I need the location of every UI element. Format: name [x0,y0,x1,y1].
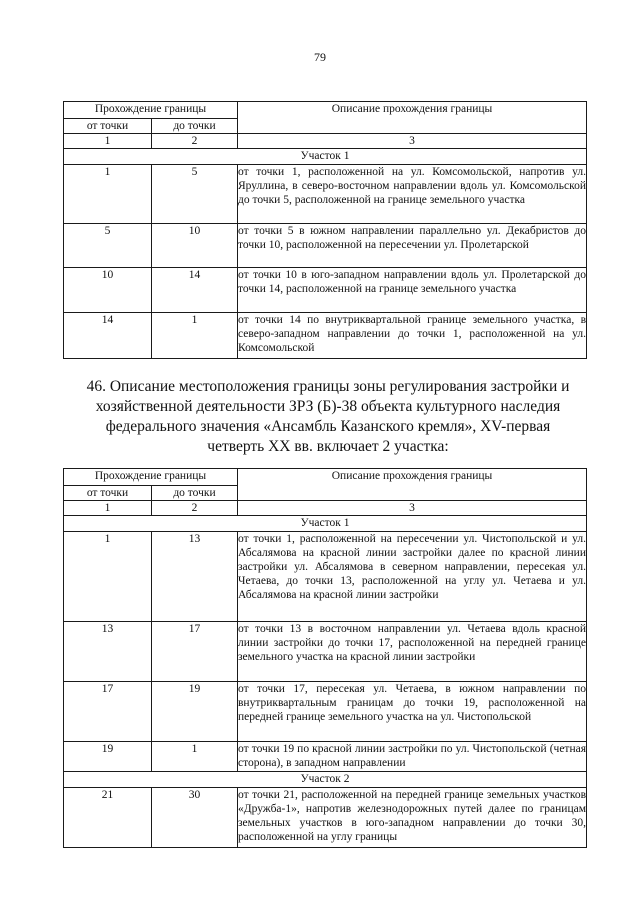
from-point-cell: 17 [64,682,152,742]
boundary-table-1 [63,101,587,359]
table-row [64,788,587,848]
header-boundary-passage: Прохождение границы [64,102,238,119]
description-cell: от точки 1, расположенной на ул. Комсомольской, напротив ул. Яруллина, в северо-восточном направлении вдоль ул. Комсомольской до точки 5, расположенной на границе земельного участка [238,165,587,224]
table-row [64,313,587,359]
header-from-point: от точки [64,119,152,134]
to-point-cell: 14 [152,268,238,313]
description-cell: от точки 10 в юго-западном направлении вдоль ул. Пролетарской до точки 14, расположенной на границе земельного участка [238,268,587,313]
description-cell: от точки 17, пересекая ул. Четаева, в южном направлении по внутриквартальным границам до точки 19, расположенной на передней границе земельного участка на ул. Чистопольской [238,682,587,742]
from-point-cell: 14 [64,313,152,359]
table-row [64,268,587,313]
header-to-point: до точки [152,486,238,501]
table-row [64,224,587,268]
header-boundary-passage: Прохождение границы [64,469,238,486]
header-description: Описание прохождения границы [238,102,587,134]
from-point-cell: 10 [64,268,152,313]
boundary-table-2 [63,468,587,848]
column-number: 1 [64,501,152,516]
section-46-heading [78,377,578,457]
header-from-point: от точки [64,486,152,501]
description-cell: от точки 1, расположенной на пересечении ул. Чистопольской и ул. Абсалямова на красной линии застройки далее по красной линии застройки ул. Абсалямова в северном направлении, пересекая ул. Четаева, до точки 13, расположенной на углу ул. Четаева и ул. Абсалямова на красной линии застройки [238,532,587,622]
header-description: Описание прохождения границы [238,469,587,501]
section-title: Участок 2 [64,772,587,788]
table-row [64,682,587,742]
description-cell: от точки 13 в восточном направлении ул. Четаева вдоль красной линии застройки до точки 17, расположенной на передней границе земельного участка на красной линии застройки [238,622,587,682]
column-number: 3 [238,134,587,149]
table-row [64,532,587,622]
table-row [64,165,587,224]
table-row [64,622,587,682]
from-point-cell: 5 [64,224,152,268]
from-point-cell: 13 [64,622,152,682]
to-point-cell: 5 [152,165,238,224]
header-to-point: до точки [152,119,238,134]
column-number: 2 [152,501,238,516]
from-point-cell: 21 [64,788,152,848]
description-cell: от точки 5 в южном направлении параллельно ул. Декабристов до точки 10, расположенной на пересечении ул. Пролетарской [238,224,587,268]
section-number: 46. [86,378,106,395]
column-number: 1 [64,134,152,149]
to-point-cell: 1 [152,742,238,772]
section-title: Участок 1 [64,149,587,165]
from-point-cell: 1 [64,165,152,224]
from-point-cell: 19 [64,742,152,772]
to-point-cell: 30 [152,788,238,848]
section-text: Описание местоположения границы зоны регулирования застройки и хозяйственной деятельности ЗРЗ (Б)-38 объекта культурного наследия федерального значения «Ансамбль Казанского кремля», XV-первая четверть XX вв. включает 2 участка: [95,378,570,455]
section-title: Участок 1 [64,516,587,532]
to-point-cell: 17 [152,622,238,682]
table-row [64,742,587,772]
description-cell: от точки 19 по красной линии застройки по ул. Чистопольской (четная сторона), в западном направлении [238,742,587,772]
description-cell: от точки 21, расположенной на передней границе земельных участков «Дружба-1», напротив железнодорожных путей далее по границам земельных участков в юго-западном направлении до точки 30, расположенной на углу границы [238,788,587,848]
to-point-cell: 19 [152,682,238,742]
description-cell: от точки 14 по внутриквартальной границе земельного участка, в северо-западном направлении до точки 1, расположенной на ул. Комсомольской [238,313,587,359]
to-point-cell: 13 [152,532,238,622]
to-point-cell: 10 [152,224,238,268]
column-number: 3 [238,501,587,516]
page-number: 79 [314,50,326,64]
column-number: 2 [152,134,238,149]
to-point-cell: 1 [152,313,238,359]
from-point-cell: 1 [64,532,152,622]
